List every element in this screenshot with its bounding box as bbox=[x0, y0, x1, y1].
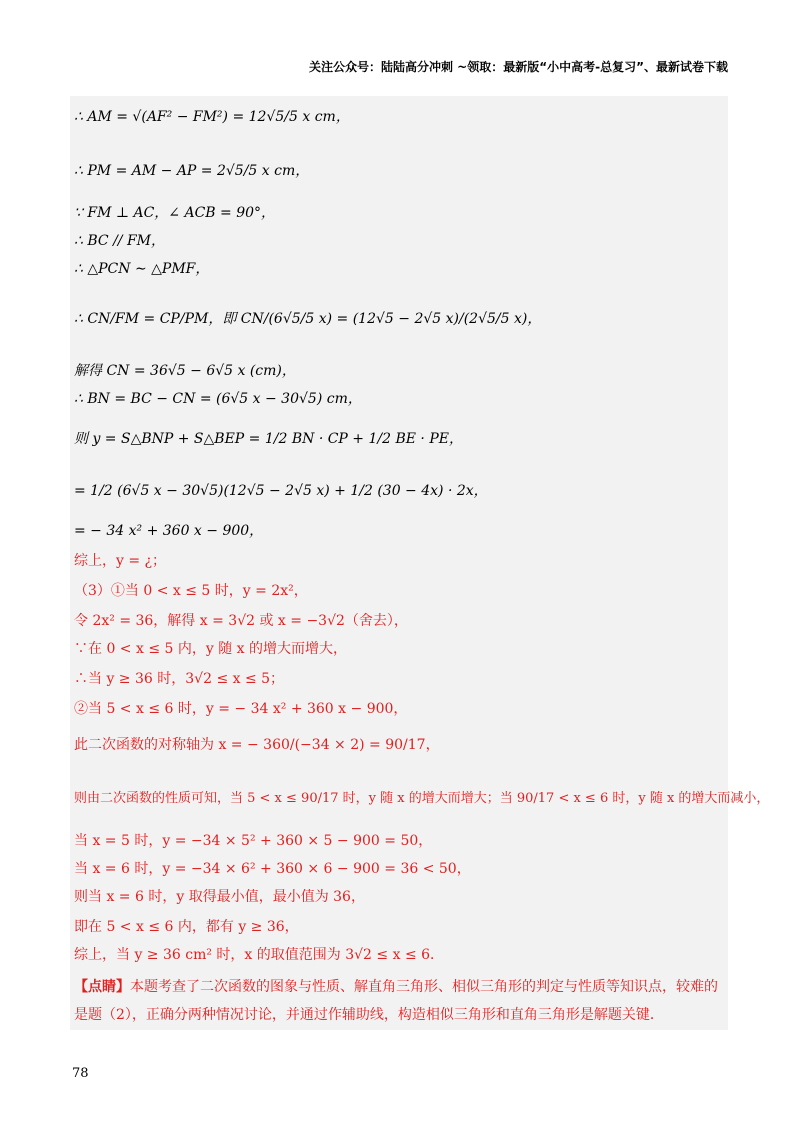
note-tag: 【点睛】 bbox=[74, 979, 130, 995]
solution-line: ∴当 y ≥ 36 时，3√2 ≤ x ≤ 5； bbox=[74, 671, 285, 687]
solution-line: ∴ PM = AM − AP = 2√5/5 x cm， bbox=[74, 163, 310, 179]
page-number: 78 bbox=[72, 1066, 89, 1081]
solution-line: 令 2x² = 36，解得 x = 3√2 或 x = −3√2（舍去）， bbox=[74, 613, 408, 629]
note-text: 本题考查了二次函数的图象与性质、解直角三角形、相似三角形的判定与性质等知识点，较难的 bbox=[130, 979, 718, 995]
solution-line: 当 x = 6 时，y = −34 × 6² + 360 × 6 − 900 = 36 < 50， bbox=[74, 861, 471, 877]
solution-line: ∴ △PCN ∼ △PMF， bbox=[74, 261, 210, 277]
solution-line: ∴ CN/FM = CP/PM，即 CN/(6√5/5 x) = (12√5 − 2√5 x)/(2√5/5 x)， bbox=[74, 311, 542, 327]
solution-line: ∴ AM = √(AF² − FM²) = 12√5/5 x cm， bbox=[74, 109, 350, 125]
note-line bbox=[74, 980, 718, 994]
solution-line: 此二次函数的对称轴为 x = − 360/(−34 × 2) = 90/17， bbox=[74, 737, 440, 753]
solution-line: 则当 x = 6 时，y 取得最小值，最小值为 36， bbox=[74, 889, 365, 905]
note-line: 是题（2），正确分两种情况讨论，并通过作辅助线，构造相似三角形和直角三角形是解题关键． bbox=[74, 1007, 664, 1023]
solution-line: ②当 5 < x ≤ 6 时，y = − 34 x² + 360 x − 900， bbox=[74, 701, 408, 717]
solution-line: ∵在 0 < x ≤ 5 内，y 随 x 的增大而增大， bbox=[74, 641, 348, 657]
solution-line: ∴ BN = BC − CN = (6√5 x − 30√5) cm， bbox=[74, 391, 362, 407]
solution-line: 综上，y = ¿； bbox=[74, 553, 167, 569]
solution-line: 即在 5 < x ≤ 6 内，都有 y ≥ 36， bbox=[74, 919, 299, 935]
page-header: 关注公众号：陆陆高分冲刺 ~领取：最新版“小中高考-总复习”、最新试卷下载 bbox=[309, 60, 728, 74]
solution-line: 当 x = 5 时，y = −34 × 5² + 360 × 5 − 900 = 50， bbox=[74, 833, 433, 849]
solution-line: 则由二次函数的性质可知，当 5 < x ≤ 90/17 时，y 随 x 的增大而增大；当 90/17 < x ≤ 6 时，y 随 x 的增大而减小， bbox=[74, 791, 770, 806]
solution-line: ∵ FM ⊥ AC，∠ ACB = 90°， bbox=[74, 205, 276, 221]
solution-line: 则 y = S△BNP + S△BEP = 1/2 BN · CP + 1/2 BE · PE， bbox=[74, 431, 463, 447]
solution-content bbox=[70, 96, 770, 1030]
solution-line: ∴ BC // FM， bbox=[74, 233, 165, 249]
solution-line: = − 34 x² + 360 x − 900， bbox=[74, 523, 264, 539]
solution-line: 解得 CN = 36√5 − 6√5 x (cm)， bbox=[74, 363, 296, 379]
solution-line: （3）①当 0 < x ≤ 5 时，y = 2x²， bbox=[74, 583, 308, 599]
solution-line: = 1/2 (6√5 x − 30√5)(12√5 − 2√5 x) + 1/2 (30 − 4x) · 2x， bbox=[74, 483, 488, 499]
solution-line: 综上，当 y ≥ 36 cm² 时，x 的取值范围为 3√2 ≤ x ≤ 6． bbox=[74, 947, 445, 963]
